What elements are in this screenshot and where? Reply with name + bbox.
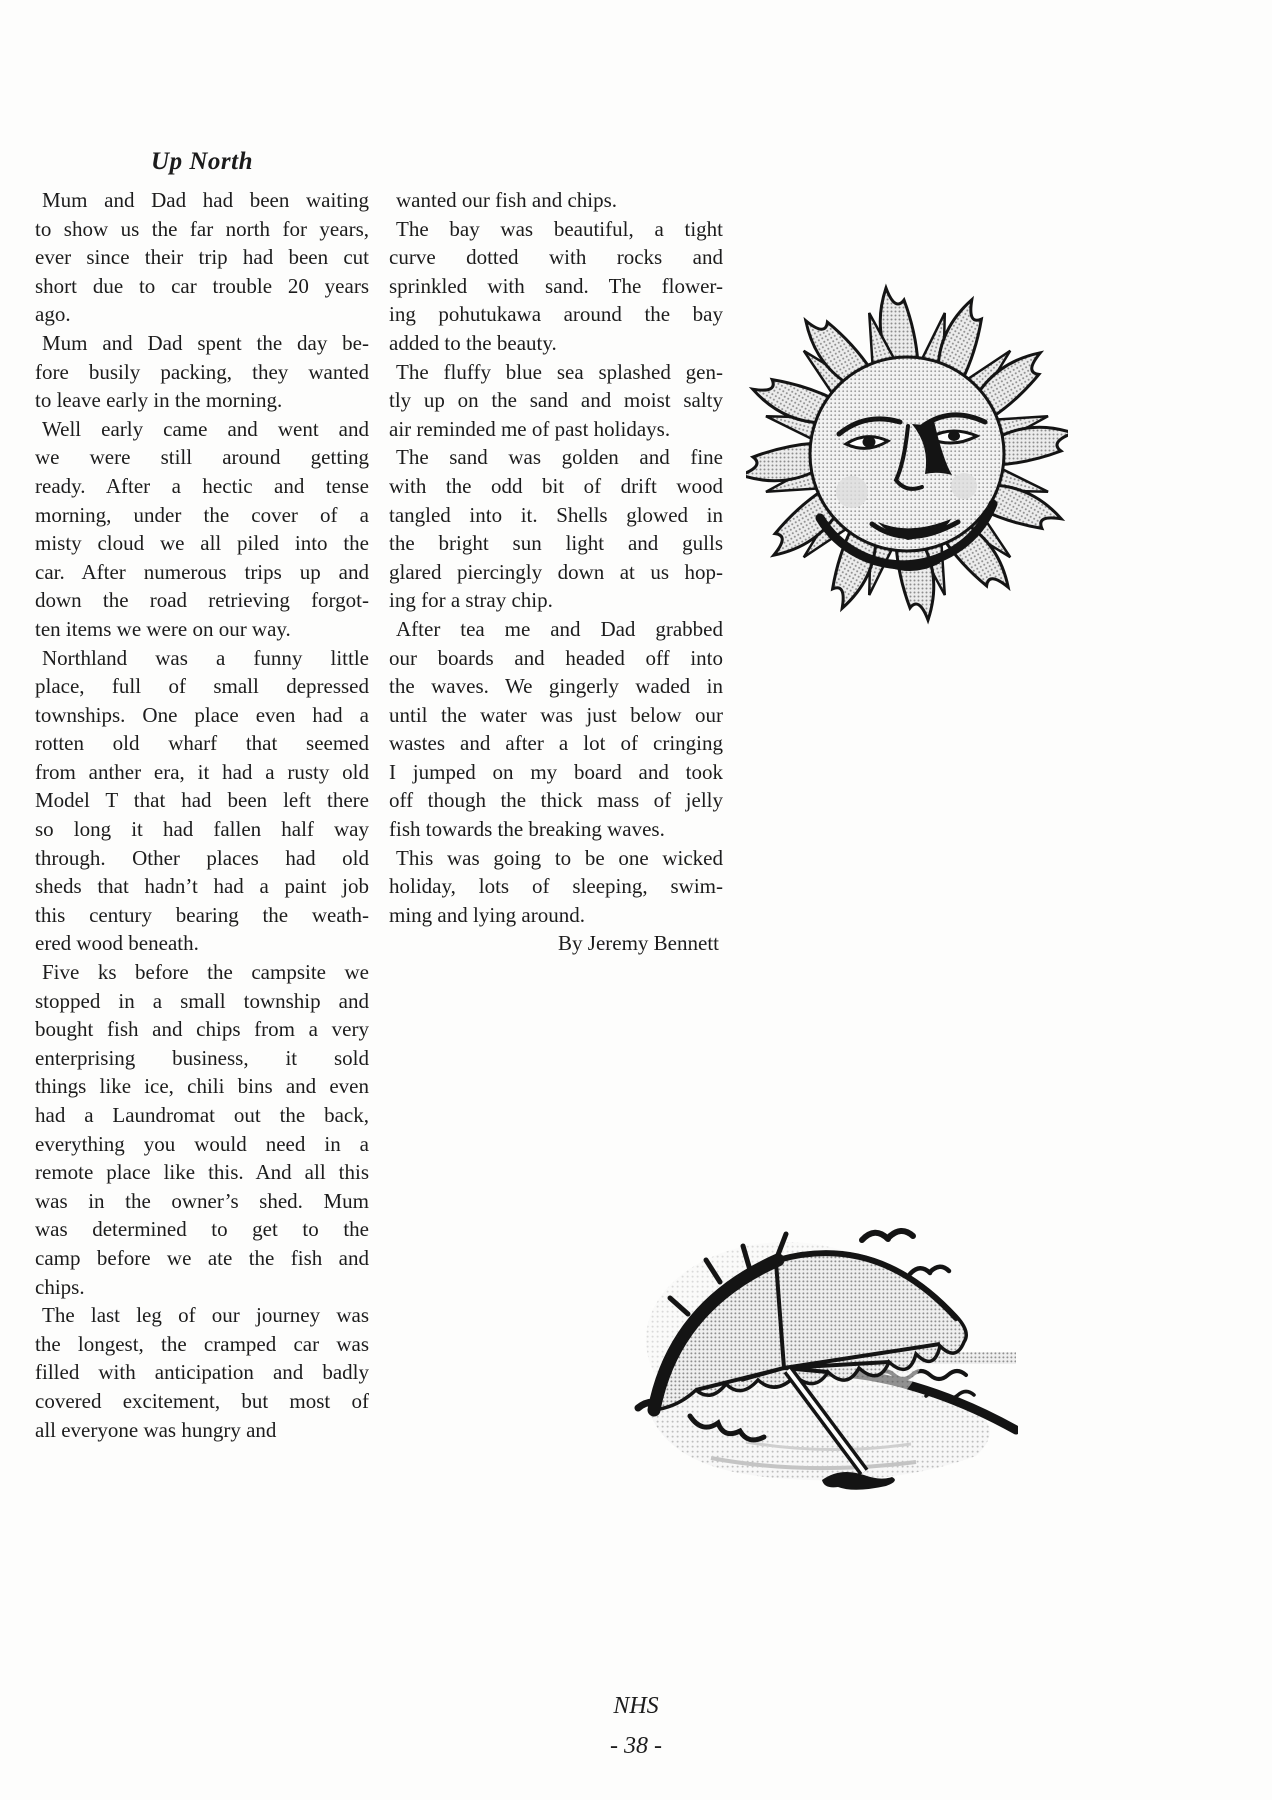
text-line: from anther era, it had a rusty old xyxy=(35,759,369,784)
text-line: the waves. We gingerly waded in xyxy=(389,674,723,699)
footer-page-number: - 38 - xyxy=(610,1733,662,1759)
text-line: ered wood beneath. xyxy=(35,931,199,956)
text-line: so long it had fallen half way xyxy=(35,817,369,842)
page-footer xyxy=(0,1686,1272,1766)
text-line: things like ice, chili bins and even xyxy=(35,1074,369,1099)
paragraph xyxy=(35,186,369,329)
text-line: our boards and headed off into xyxy=(389,645,723,670)
text-line: the longest, the cramped car was xyxy=(35,1331,369,1356)
text-line: misty cloud we all piled into the xyxy=(35,531,369,556)
paragraph xyxy=(35,329,369,415)
text-line: tly up on the sand and moist salty xyxy=(389,388,723,413)
text-line: Northland was a funny little xyxy=(42,645,369,670)
text-line: remote place like this. And all this xyxy=(35,1160,369,1185)
paragraph xyxy=(35,644,369,959)
right-column xyxy=(389,186,723,958)
text-line: tangled into it. Shells glowed in xyxy=(389,502,723,527)
paragraph xyxy=(389,186,723,215)
text-line: townships. One place even had a xyxy=(35,702,369,727)
text-line: was in the owner’s shed. Mum xyxy=(35,1188,369,1213)
text-line: curve dotted with rocks and xyxy=(389,245,723,270)
paragraph xyxy=(389,443,723,615)
footer-publication: NHS xyxy=(613,1693,659,1719)
text-line: all everyone was hungry and xyxy=(35,1417,277,1442)
text-line: we were still around getting xyxy=(35,445,369,470)
page-title: Up North xyxy=(151,148,253,175)
text-line: everything you would need in a xyxy=(35,1131,369,1156)
text-line: ing pohutukawa around the bay xyxy=(389,302,723,327)
text-line: Model T that had been left there xyxy=(35,788,369,813)
right-column-text xyxy=(389,186,723,929)
text-line: This was going to be one wicked xyxy=(396,845,723,870)
text-line: The sand was golden and fine xyxy=(396,445,723,470)
byline: By Jeremy Bennett xyxy=(558,931,719,956)
text-line: was determined to get to the xyxy=(35,1217,369,1242)
text-line: wastes and after a lot of cringing xyxy=(389,731,723,756)
text-line: until the water was just below our xyxy=(389,702,723,727)
text-line: The fluffy blue sea splashed gen- xyxy=(396,359,723,384)
text-line: camp before we ate the fish and xyxy=(35,1245,369,1270)
text-line: off though the thick mass of jelly xyxy=(389,788,723,813)
text-line: Mum and Dad had been waiting xyxy=(42,188,369,212)
text-line: car. After numerous trips up and xyxy=(35,559,369,584)
text-line: short due to car trouble 20 years xyxy=(35,273,369,298)
text-line: covered excitement, but most of xyxy=(35,1388,369,1413)
text-line: ten items we were on our way. xyxy=(35,616,291,641)
text-line: morning, under the cover of a xyxy=(35,502,369,527)
text-line: chips. xyxy=(35,1274,85,1299)
text-line: the bright sun light and gulls xyxy=(389,531,723,556)
text-line: ago. xyxy=(35,302,71,327)
text-line: stopped in a small township and xyxy=(35,988,369,1013)
sun-face-illustration xyxy=(746,274,1068,628)
text-line: holiday, lots of sleeping, swim- xyxy=(389,874,723,899)
text-line: enterprising business, it sold xyxy=(35,1045,369,1070)
text-line: Mum and Dad spent the day be- xyxy=(42,330,369,355)
text-line: down the road retrieving forgot- xyxy=(35,588,369,613)
text-line: air reminded me of past holidays. xyxy=(389,416,671,441)
text-line: fore busily packing, they wanted xyxy=(35,359,369,384)
text-line: through. Other places had old xyxy=(35,845,369,870)
text-line: Five ks before the campsite we xyxy=(42,960,369,985)
text-line: wanted our fish and chips. xyxy=(396,188,618,212)
text-line: ming and lying around. xyxy=(389,902,585,927)
paragraph xyxy=(35,415,369,644)
text-line: filled with anticipation and badly xyxy=(35,1360,369,1385)
text-line: place, full of small depressed xyxy=(35,674,369,699)
beach-umbrella-illustration xyxy=(626,1220,1018,1502)
text-line: The last leg of our journey was xyxy=(42,1303,369,1328)
paragraph xyxy=(35,958,369,1301)
text-line: sheds that hadn’t had a paint job xyxy=(35,874,369,899)
text-line: ing for a stray chip. xyxy=(389,588,553,613)
text-line: sprinkled with sand. The flower- xyxy=(389,273,723,298)
text-line: to show us the far north for years, xyxy=(35,216,369,241)
text-line: with the odd bit of drift wood xyxy=(389,473,723,498)
text-line: ready. After a hectic and tense xyxy=(35,473,369,498)
text-line: to leave early in the morning. xyxy=(35,388,283,413)
text-line: had a Laundromat out the back, xyxy=(35,1103,369,1127)
text-line: ever since their trip had been cut xyxy=(35,245,369,270)
paragraph xyxy=(389,215,723,358)
text-line: Well early came and went and xyxy=(42,416,369,441)
paragraph xyxy=(389,844,723,930)
sun-face-icon xyxy=(810,357,1004,569)
text-line: added to the beauty. xyxy=(389,330,557,355)
text-line: glared piercingly down at us hop- xyxy=(389,559,723,584)
left-column xyxy=(35,186,369,1444)
text-line: this century bearing the weath- xyxy=(35,902,369,927)
paragraph xyxy=(389,615,723,844)
text-line: The bay was beautiful, a tight xyxy=(396,216,723,241)
text-line: I jumped on my board and took xyxy=(389,759,723,784)
text-line: bought fish and chips from a very xyxy=(35,1017,369,1042)
text-line: After tea me and Dad grabbed xyxy=(396,616,723,641)
text-line: rotten old wharf that seemed xyxy=(35,731,369,756)
paragraph xyxy=(35,1301,369,1444)
paragraph xyxy=(389,358,723,444)
text-line: fish towards the breaking waves. xyxy=(389,817,665,842)
